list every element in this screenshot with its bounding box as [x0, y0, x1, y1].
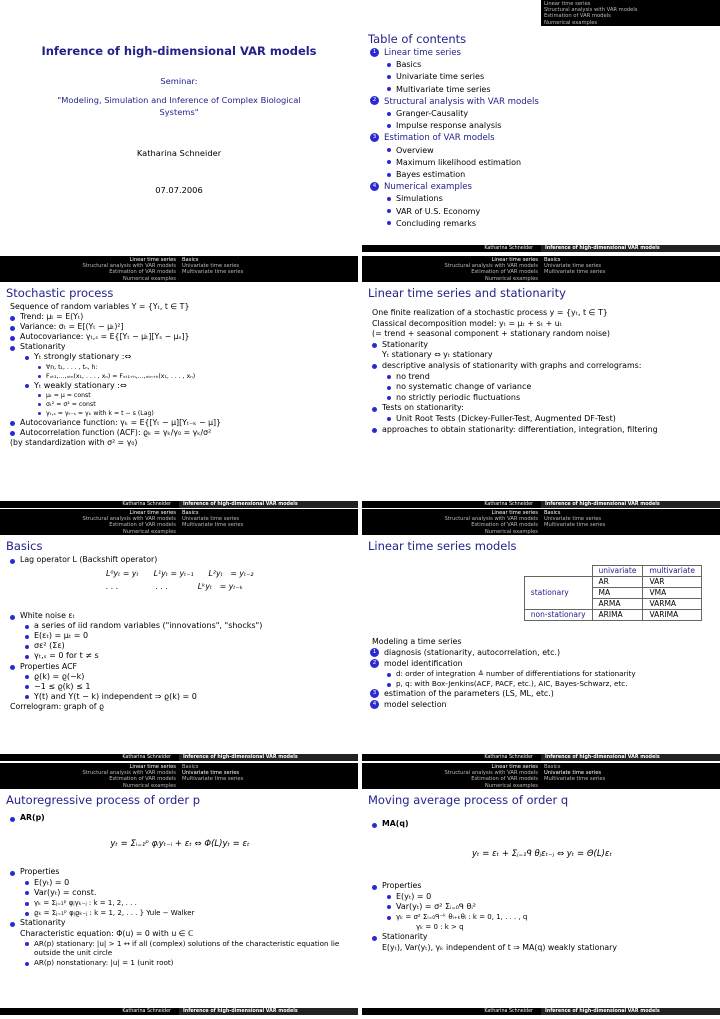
toc-subitem[interactable]: Granger-Causality — [368, 108, 716, 120]
slide-ar-process — [0, 763, 358, 1015]
nav-header — [362, 763, 720, 789]
nav-subsection[interactable]: Multivariate time series — [182, 269, 244, 276]
nav-section[interactable]: Estimation of VAR models — [109, 522, 176, 529]
author: Katharina Schneider — [136, 148, 222, 158]
nav-subsection[interactable]: Univariate time series — [544, 770, 602, 777]
toc-list — [368, 47, 716, 230]
nav-section[interactable]: Structural analysis with VAR models — [444, 770, 538, 777]
nav-section[interactable]: Estimation of VAR models — [109, 269, 176, 276]
slide-heading: Linear time series models — [368, 539, 517, 553]
slide-body: AR(p) yₜ = Σᵢ₌₁ᵖ φᵢyₜ₋ᵢ + εₜ ⇔ Φ(L)yₜ = εₜ Properties E(yₜ) = 0 Var(yₜ) = const. γₖ = Σⱼ₌₁ᵖ φⱼγₖ₋ⱼ : k = 1, 2, . . . ϱₖ = Σⱼ₌₁ᵖ φⱼϱₖ₋ⱼ : k = 1, 2, . . . } Yule − Walker Stationarity Characteristic equation: Φ(u) = 0 with u ∈ ℂ AR(p) stationary: |u| > 1 ↔ if all (complex) solutions of the characteristic equation lie outside the unit circle AR(p) nonstationary: |u| = 1 (unit root) — [6, 813, 354, 968]
toc-subitem[interactable]: Bayes estimation — [368, 169, 716, 181]
nav-subsection[interactable]: Basics — [544, 764, 561, 770]
nav-header — [362, 0, 720, 26]
nav-section[interactable]: Linear time series — [491, 510, 538, 516]
nav-header — [362, 509, 720, 535]
slide-heading: Linear time series and stationarity — [368, 286, 566, 300]
slide-heading: Stochastic process — [6, 286, 114, 300]
slide-stochastic-process — [0, 256, 358, 508]
slide-linear-time-series-stationarity — [362, 256, 720, 508]
toc-subitem[interactable]: Basics — [368, 59, 716, 71]
nav-subsection[interactable]: Univariate time series — [544, 263, 602, 270]
slide-linear-time-series-models — [362, 509, 720, 761]
slide-footer: Katharina Schneider Inference of high-dimensional VAR models — [0, 754, 358, 761]
toc-subitem[interactable]: VAR of U.S. Economy — [368, 206, 716, 218]
nav-subsection[interactable]: Multivariate time series — [544, 269, 606, 276]
nav-header — [0, 509, 358, 535]
slide-footer: Katharina Schneider Inference of high-dimensional VAR models — [362, 1008, 720, 1015]
nav-section[interactable]: Structural analysis with VAR models — [82, 770, 176, 777]
nav-subsection[interactable]: Univariate time series — [182, 770, 240, 777]
slide-heading: Moving average process of order q — [368, 793, 569, 807]
toc-subitem[interactable]: Univariate time series — [368, 71, 716, 83]
toc-subitem[interactable]: Maximum likelihood estimation — [368, 157, 716, 169]
toc-subitem[interactable]: Overview — [368, 145, 716, 157]
nav-section[interactable]: Linear time series — [129, 764, 176, 770]
slide-footer: Katharina Schneider Inference of high-dimensional VAR models — [362, 754, 720, 761]
toc-item[interactable]: 3 Estimation of VAR models — [368, 132, 716, 144]
toc-subitem[interactable]: Multivariate time series — [368, 84, 716, 96]
title-slide-heading: Inference of high-dimensional VAR models — [41, 44, 317, 58]
nav-section[interactable]: Estimation of VAR models — [471, 776, 538, 783]
nav-subsection[interactable]: Multivariate time series — [182, 522, 244, 529]
slide-body: Lag operator L (Backshift operator) L⁰yₜ = yₜ L¹yₜ = yₜ₋₁ L²yₜ = yₜ₋₂ . . . . . . Lᵏyₜ = yₜ₋ₖ White noise εₜ a series of iid random variables ("innovations", "shocks") E(εₜ) = μₜ = 0 σε² (Σε) γₜ,ₛ = 0 for t ≠ s Properties ACF ϱ(k) = ϱ(−k) −1 ≤ ϱ(k) ≤ 1 Y(t) and Y(t − k) independent ⇒ ϱ(k) = 0 Correlogram: graph of ϱ — [6, 555, 354, 712]
nav-section[interactable]: Structural analysis with VAR models — [444, 263, 538, 270]
nav-section[interactable]: Numerical examples — [484, 528, 538, 535]
toc-subitem[interactable]: Simulations — [368, 193, 716, 205]
slide-basics — [0, 509, 358, 761]
nav-section[interactable]: Numerical examples — [484, 782, 538, 789]
nav-section[interactable]: Linear time series — [129, 510, 176, 516]
toc-item[interactable]: 4 Numerical examples — [368, 181, 716, 193]
nav-section[interactable]: Linear time series — [491, 257, 538, 263]
seminar-name: "Modeling, Simulation and Inference of Complex Biological Systems" — [57, 95, 301, 117]
date: 07.07.2006 — [155, 185, 203, 195]
toc-item[interactable]: 1 Linear time series — [368, 47, 716, 59]
nav-section[interactable]: Linear time series — [544, 1, 591, 7]
slide-heading: Autoregressive process of order p — [6, 793, 201, 807]
slide-title — [0, 0, 358, 252]
nav-section[interactable]: Numerical examples — [122, 782, 176, 789]
nav-section[interactable]: Numerical examples — [544, 19, 598, 26]
slide-heading: Table of contents — [368, 32, 467, 46]
slide-ma-process — [362, 763, 720, 1015]
slide-body: Modeling a time series 1 diagnosis (stationarity, autocorrelation, etc.) 2 model identification d: order of integration ≙ number of differentiations for stationarity p, q: with Box-Jenkins(ACF, PACF, etc.), AIC, Bayes-Schwarz, etc. 3 estimation of the parameters (LS, ML, etc.) 4 model selection — [368, 637, 716, 711]
nav-subsection[interactable]: Multivariate time series — [544, 776, 606, 783]
nav-subsection[interactable]: Multivariate time series — [182, 776, 244, 783]
nav-subsection[interactable]: Univariate time series — [182, 516, 240, 523]
nav-section[interactable]: Estimation of VAR models — [471, 269, 538, 276]
nav-header — [0, 763, 358, 789]
nav-subsection[interactable]: Multivariate time series — [544, 522, 606, 529]
nav-section[interactable]: Structural analysis with VAR models — [444, 516, 538, 523]
nav-subsection[interactable]: Basics — [182, 510, 199, 516]
toc-subitem[interactable]: Concluding remarks — [368, 218, 716, 230]
nav-subsection[interactable]: Basics — [544, 510, 561, 516]
nav-section[interactable]: Estimation of VAR models — [471, 522, 538, 529]
nav-header — [0, 256, 358, 282]
seminar-label: Seminar: — [160, 76, 198, 86]
slide-body: One finite realization of a stochastic process y = {yₜ, t ∈ T} Classical decomposition model: yₜ = μₜ + sₜ + uₜ (= trend + seasonal component + stationary random noise) Stationarity Yₜ stationary ⇔ yₜ stationary descriptive analysis of stationarity with graphs and correlograms: no trend no systematic change of variance no strictly periodic fluctuations Tests on stationarity: Unit Root Tests (Dickey-Fuller-Test, Augmented DF-Test) approaches to obtain stationarity: differentiation, integration, filtering — [368, 308, 716, 435]
model-table: univariate multivariate stationary AR VAR MA VMA ARMA VARMA non-stationary ARIMA VARIMA — [524, 565, 702, 621]
nav-header — [362, 256, 720, 282]
nav-section[interactable]: Numerical examples — [122, 275, 176, 282]
nav-subsection[interactable]: Basics — [182, 257, 199, 263]
nav-section[interactable]: Structural analysis with VAR models — [544, 7, 638, 14]
model-table-wrap — [362, 565, 720, 621]
nav-subsection[interactable]: Basics — [544, 257, 561, 263]
slide-toc — [362, 0, 720, 252]
slide-body: Sequence of random variables Y = {Yₜ, t ∈ T} Trend: μₜ = E(Yₜ) Variance: σₜ = E[(Yₜ − μₜ)²] Autocovariance: γₜ,ₛ = E{[Yₜ − μₜ][Yₛ − μₛ]} Stationarity Yₜ strongly stationary :⇔ ∀n, t₁, . . . , tₙ, h: Fₓₜ₁,...,ₓₜₙ(x₁, . . . , xₙ) = Fₓₜ₁₊ₕ,...,ₓₜₙ₊ₕ(x₁, . . . , xₙ) Yₜ weakly stationary :⇔ μₜ = μ = const σₜ² = σ² = const γₜ,ₛ = γₜ₋ₛ = γₖ with k = t − s (Lag) Autocovariance function: γₖ = E{[Yₜ − μ][Yₜ₋ₖ − μ]} Autocorrelation function (ACF): ϱₖ = γₖ/γ₀ = γₖ/σ² (by standardization with σ² = γ₀) — [6, 302, 354, 448]
slide-footer: Katharina Schneider Inference of high-dimensional VAR models — [362, 245, 720, 252]
nav-subsection[interactable]: Basics — [182, 764, 199, 770]
slide-footer: Katharina Schneider Inference of high-dimensional VAR models — [0, 501, 358, 508]
toc-subitem[interactable]: Impulse response analysis — [368, 120, 716, 132]
nav-subsection[interactable]: Univariate time series — [182, 263, 240, 270]
nav-section[interactable]: Linear time series — [129, 257, 176, 263]
nav-section[interactable]: Numerical examples — [484, 275, 538, 282]
nav-section[interactable]: Estimation of VAR models — [109, 776, 176, 783]
nav-section[interactable]: Structural analysis with VAR models — [82, 263, 176, 270]
toc-item[interactable]: 2 Structural analysis with VAR models — [368, 96, 716, 108]
nav-section[interactable]: Structural analysis with VAR models — [82, 516, 176, 523]
slide-footer: Katharina Schneider Inference of high-dimensional VAR models — [362, 501, 720, 508]
slide-footer: Katharina Schneider Inference of high-dimensional VAR models — [0, 1008, 358, 1015]
nav-section[interactable]: Estimation of VAR models — [544, 13, 611, 20]
slide-body: MA(q) yₜ = εₜ + Σⱼ₌₁ᑫ θⱼεₜ₋ⱼ ⇔ yₜ = Θ(L)εₜ Properties E(yₜ) = 0 Var(yₜ) = σ² Σᵢ₌₀ᑫ θᵢ² γₖ = σ² Σᵢ₌₀ᑫ⁻ᵏ θᵢ₊ₖθᵢ : k = 0, 1, . . . , q γₖ = 0 : k > q Stationarity E(yₜ), Var(yₜ), γₖ independent of t ⇒ MA(q) weakly stationary — [368, 819, 716, 953]
nav-section[interactable]: Numerical examples — [122, 528, 176, 535]
nav-subsection[interactable]: Univariate time series — [544, 516, 602, 523]
slide-heading: Basics — [6, 539, 43, 553]
nav-section[interactable]: Linear time series — [491, 764, 538, 770]
